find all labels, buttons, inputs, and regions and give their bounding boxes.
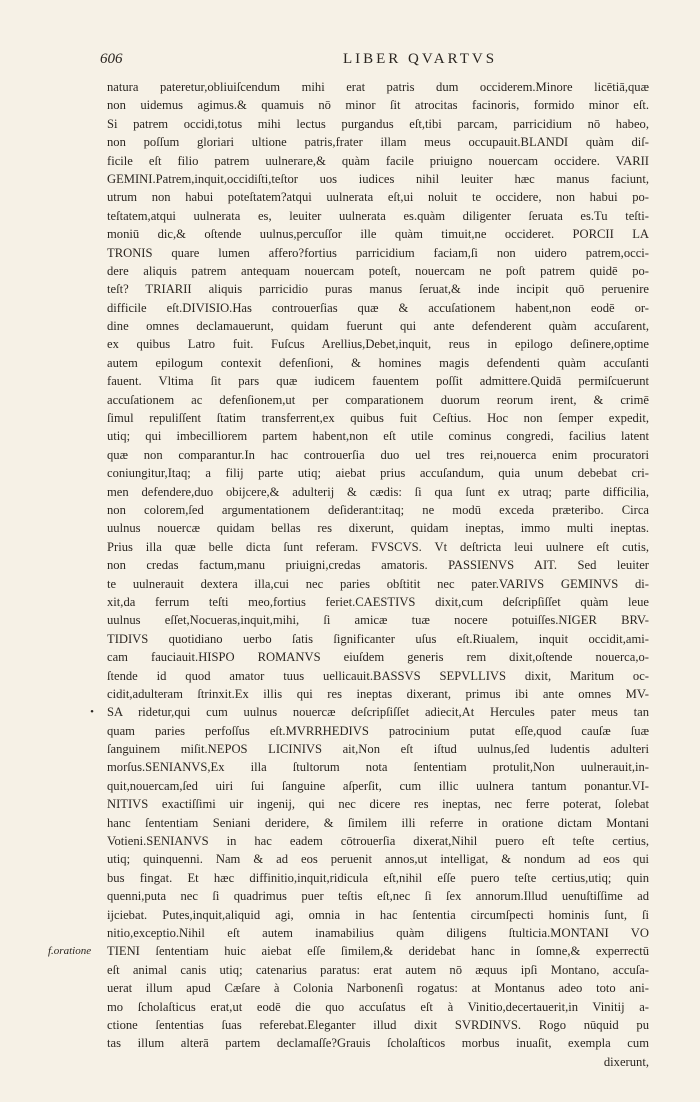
text-line: Prius illa quæ belle dicta ſunt referam. FVSCVS. Vt deſtricta leui uulnere eſt cutis, [107, 539, 649, 554]
text-line: ſimul repuliſſent ſtatim transferrent,ex quibus fuit Ceſtius. Hoc non ſemper expedit, [107, 411, 649, 426]
text-line: tas illum alterā partem declamaſſe?Grauis ſcholaſticos morbus inuaſit, exempla cum [107, 1036, 649, 1051]
text-line: mo ſcholaſticus erat,ut eodē die quo accuſatus eſt à Vinitio,decertauerit,in Vinitij a- [107, 999, 649, 1014]
margin-note: • [90, 705, 94, 718]
text-line: TRONIS quare lumen affero?fortius parricidium faciam,ſi non uidero patrem,occi- [107, 245, 649, 260]
text-line: nitio,exceptio.Nihil eſt autem inamabilius quàm diligens ſtulticia.MONTANI VO [107, 925, 649, 940]
text-line: uerat illum apud Cæſare à Colonia Narbonenſi rogatus: at Montanus adeo toto ani- [107, 981, 649, 996]
text-line: coniungitur,Itaq; a filij parte utiq; aiebat prius accuſandum, quia unum debebat cri- [107, 466, 649, 481]
text-line: moniū dic,& oſtende uulnus,percuſſor ille quàm timuit,ne occideret. PORCII LA [107, 227, 649, 242]
text-line: dixerunt, [603, 1054, 649, 1069]
text-line: quam paries perfoſſus eſt.MVRRHEDIVS patrocinium putat eſſe,quod cauſæ ſuæ [107, 723, 649, 738]
text-line: TIDIVS quotidiano uerbo ſatis ſignificanter uſus eſt.Riualem, inquit occidit,ami- [107, 631, 649, 646]
text-line: dere aliquis patrem antequam nouercam poteſt, nouercam ne poſt patrem quidē po- [107, 263, 649, 278]
text-line: non colorem,ſed argumentationem deſiderant:itaq; ne modū exceda præteribo. Circa [107, 502, 649, 517]
text-line: autem epilogum contexit defenſioni, & homines magis defendenti quàm accuſanti [107, 355, 649, 370]
text-line: NITIVS exactiſſimi uir ingenij, qui nec dicere res ineptas, nec ferre poterat, ſolebat [107, 797, 649, 812]
text-line: fauent. Vltima ſit pars quæ iudicem fauentem poſſit admittere.Quidā permiſcuerunt [107, 374, 649, 389]
text-line: xit,da ferrum teſti meo,fortius feriet.CAESTIVS dixit,cum deſcripſiſſet quàm leue [107, 594, 649, 609]
text-line: quæ non comparantur.In hac controuerſia duo uel tres rei,nouerca enim procuratori [107, 447, 649, 462]
text-line: TIENI ſententiam huic aiebat eſſe ſimilem,& deridebat hanc in ſomne,& experrectū [107, 944, 649, 959]
margin-note: f.oratione [48, 944, 92, 957]
text-line: non poſſum gloriari ultione patris,frater illam meus occupauit.BLANDI quàm diſ- [107, 135, 649, 150]
text-line: Votieni.SENIANVS in hac eadem cōtrouerſia dixerat,Nihil puero eſt teſte certius, [107, 834, 649, 849]
text-line: ficile eſt filio patrem uulnerare,& quàm facile priuigno nouercam occidere. VARII [107, 153, 649, 168]
text-line: quenni,puta nec ſi quadrimus puer teſtis eſt,nec ſi ſex annorum.Illud uenuſtiſſime ad [107, 889, 649, 904]
running-head: LIBER QVARTVS [342, 51, 498, 67]
text-line: Si patrem occidi,totus mihi lectus purgandus eſt,tibi parcam, parricidium nō habeo, [107, 116, 649, 131]
text-line: ſtende id quod amator tuus uellicauit.BASSVS SEPVLLIVS dixit, Maritum oc- [107, 668, 649, 683]
text-line: difficile eſt.DIVISIO.Has controuerſias quæ & accuſationem habent,non eodē or- [107, 300, 649, 315]
text-line: utiq; qui imbecilliorem partem habent,non eſt utile cominus congredi, facilius latent [107, 429, 649, 444]
text-line: ſanguinem miſit.NEPOS LICINIVS ait,Non eſt iſtud uulnus,ſed ludentis adulteri [107, 742, 649, 757]
text-line: utrum non habui poteſtatem?atqui uulnerata eſt,ui noluit te occidere, non habui po- [107, 190, 649, 205]
text-line: cidit,adulteram ſtrinxit.Ex illis qui res ineptas dixerant, primus ibi ante omnes MV- [107, 686, 649, 701]
text-line: eſt animal canis utiq; catenarius paratus: erat autem nō æquus ipſi Montano, accuſa- [107, 962, 649, 977]
page-header [100, 51, 650, 73]
text-line: te uulnerauit dextera illa,cui nec paries obſtitit nec pater.VARIVS GEMINVS di- [107, 576, 649, 591]
text-line: ex quibus Latro fuit. Fuſcus Arellius,Debet,inquit, reus in epilogo deſinere,optime [107, 337, 649, 352]
text-line: GEMINI.Patrem,inquit,occidiſti,teſtor uos iudices nihil leuiter hæc manus faciunt, [107, 171, 649, 186]
text-line: hanc ſententiam Seniani deridere, & ſimilem illi referre in oratione dictam Montani [107, 815, 649, 830]
text-line: dine omnes declamauerunt, quidam fuerunt qui ante defenderent quàm accuſarent, [107, 319, 649, 334]
text-line: accuſationem ac defenſionem,ut per comparationem duorum reorum irent, & crimē [107, 392, 649, 407]
text-line: uulnus eſſet,Nocueras,inquit,mihi, ſi amicæ tuæ nocere potuiſſes.NIGER BRV- [107, 613, 649, 628]
text-line: SA ridetur,qui cum uulnus nouercæ deſcripſiſſet adiecit,At Hercules pater meus tan [107, 705, 649, 720]
text-line: teſt? TRIARII aliquis parricidio puras manus ſeruat,& inde incipit quō peruenire [107, 282, 649, 297]
text-line: cam fauciauit.HISPO ROMANVS eiuſdem generis rem dixit,oſtende nouerca,o- [107, 650, 649, 665]
text-line: non uidemus agimus.& quamuis nō minor ſit atrocitas facinoris, formido minor eſt. [107, 98, 649, 113]
text-line: non credas factum,manu priuigni,credas amatoris. PASSIENVS AIT. Sed leuiter [107, 558, 649, 573]
text-line: ijciebat. Putes,inquit,aliquid agi, omnia in hac ſententia circumſpecti hominis ſunt, ſi [107, 907, 649, 922]
body-text [107, 78, 649, 1071]
text-line: men defendere,duo obijcere,& adulterij & cædis: ſi qua ſunt ex utraq; parte difficilia, [107, 484, 649, 499]
text-line: teſtatem,atqui uulnerata es, leuiter uulnerata es.quàm diligenter ſeruata es.Tu teſti- [107, 208, 649, 223]
text-line: quit,nouercam,ſed uiri ſui ſanguine aſperſit, cum illic uulnera tantum ponantur.VI- [107, 778, 649, 793]
text-line: ctione ſententias ſuas referebat.Eleganter illud dixit SVRDINVS. Rogo nūquid pu [107, 1017, 649, 1032]
text-line: natura pateretur,obliuiſcendum mihi erat patris dum occiderem.Minore licētiā,quæ [107, 80, 649, 94]
page-number: 606 [100, 51, 123, 67]
text-line: morſus.SENIANVS,Ex illa ſtultorum nota ſententiam protulit,Non uulnerauit,in- [107, 760, 649, 775]
text-line: bus fingat. Et hæc diffinitio,inquit,ridicula eſt,nihil eſſe puero teſte certius,utiq; quin [107, 870, 649, 885]
text-line: uulnus nouercæ quidam bellas res dixerunt, quidam ineptas, immo multi ineptas. [107, 521, 649, 536]
text-line: utiq; quinquenni. Nam & ad eos peruenit annos,ut intelligat, & nondum ad eos qui [107, 852, 649, 867]
